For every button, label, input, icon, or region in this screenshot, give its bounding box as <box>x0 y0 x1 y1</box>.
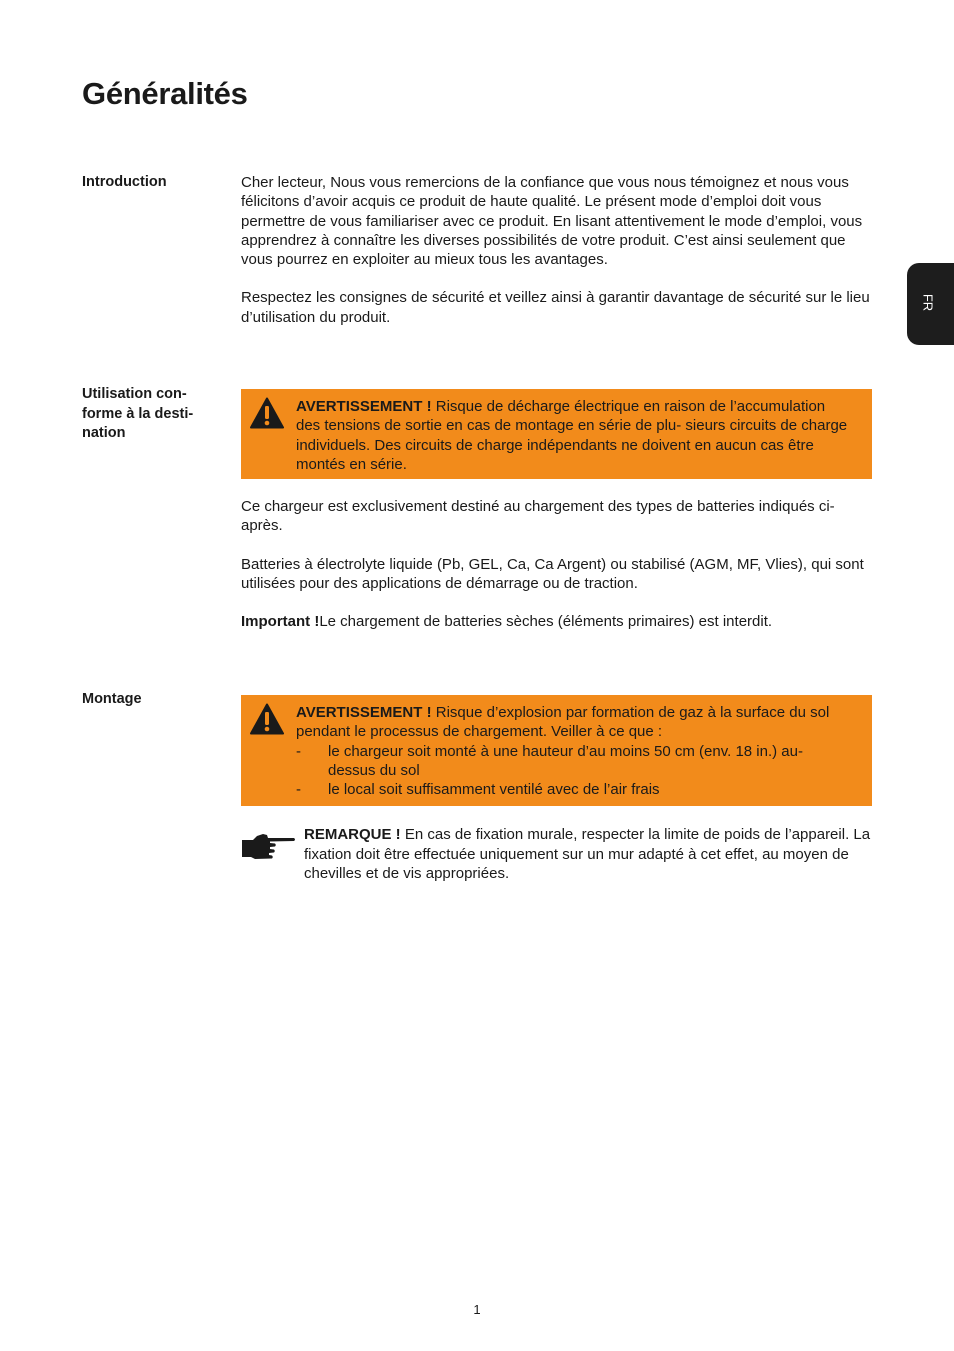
section-label-montage: Montage <box>82 691 142 707</box>
warning-title: AVERTISSEMENT ! <box>296 704 432 721</box>
warning-triangle-icon <box>250 703 284 735</box>
list-item-text: le chargeur soit monté à une hauteur d’au moins 50 cm (env. 18 in.) au- dessus du sol <box>328 742 803 779</box>
introduction-paragraph-1: Cher lecteur, Nous vous remercions de la confiance que vous nous témoignez et nous vous félicitons d’avoir acquis ce produit de haute qualité. Le présent mode d’emploi doit vous permettre de vous familiariser avec ce produit. En lisant attentivement le mode d’emploi, vous apprendrez à connaître les diverses possibilités de votre produit. C’est ainsi seulement que vous pourrez en exploiter au mieux tous les avantages. <box>241 174 863 269</box>
important-text: Le chargement de batteries sèches (éléments primaires) est interdit. <box>319 613 773 631</box>
note-text: En cas de fixation murale, respecter la limite de poids de l’appareil. La fixation doit être effectuée uniquement sur un mur adapté à cet effet, au moyen de chevilles et de vis appropriées. <box>304 826 871 882</box>
warning-text: Risque de décharge électrique en raison de l’accumulation des tensions de sortie en cas de montage en série de plu- sieurs circuits de charge individuels. Des circuits de charge indépendants ne doivent en aucun cas être montés en série. <box>296 398 848 473</box>
warning-box-electric <box>241 389 872 479</box>
page-number: 1 <box>473 1302 481 1317</box>
section-label-utilisation: Utilisation con- forme à la desti- nation <box>82 386 194 441</box>
list-item <box>296 780 852 799</box>
note-block <box>241 825 871 889</box>
important-label: Important ! <box>241 613 320 631</box>
list-marker: - <box>296 742 301 760</box>
note-text-block <box>304 825 871 884</box>
list-item <box>296 742 852 781</box>
language-tab-label: FR <box>920 293 936 312</box>
warning-triangle-icon <box>250 397 284 429</box>
introduction-text <box>241 173 873 327</box>
warning-title: AVERTISSEMENT ! <box>296 398 432 415</box>
list-item-text: le local soit suffisamment ventilé avec de l’air frais <box>328 781 660 799</box>
utilisation-text <box>241 497 873 631</box>
pointing-hand-icon <box>241 831 296 863</box>
warning-intro <box>296 703 852 742</box>
warning-box-explosion <box>241 695 872 806</box>
warning-list <box>296 742 852 800</box>
list-marker: - <box>296 781 301 799</box>
warning-text: Risque d’explosion par formation de gaz à la surface du sol pendant le processus de chargement. Veiller à ce que : <box>296 704 830 741</box>
important-paragraph <box>241 612 873 631</box>
page-title: Généralités <box>82 76 248 111</box>
utilisation-paragraph-2: Batteries à électrolyte liquide (Pb, GEL, Ca, Ca Argent) ou stabilisé (AGM, MF, Vlies), qui sont utilisées pour des applications de démarrage ou de traction. <box>241 555 864 592</box>
section-label-introduction: Introduction <box>82 174 167 190</box>
language-tab <box>907 263 954 345</box>
note-title: REMARQUE ! <box>304 826 401 843</box>
utilisation-paragraph-1: Ce chargeur est exclusivement destiné au chargement des types de batteries indiqués ci-après. <box>241 498 835 535</box>
introduction-paragraph-2: Respectez les consignes de sécurité et veillez ainsi à garantir davantage de sécurité sur le lieu d’utilisation du produit. <box>241 289 870 326</box>
